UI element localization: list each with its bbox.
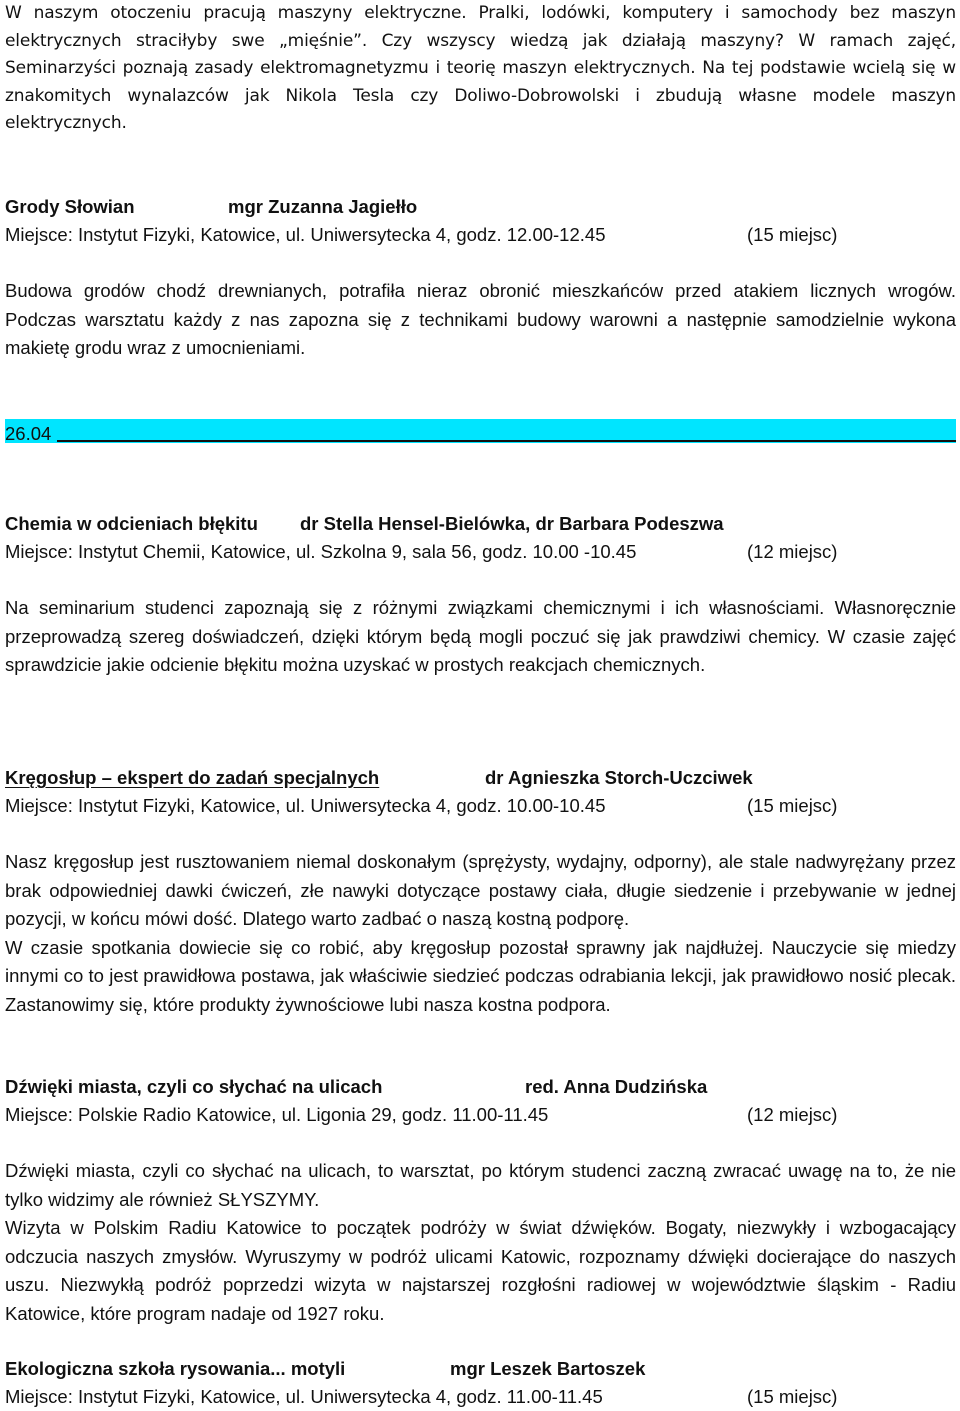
workshop-place: Miejsce: Instytut Fizyki, Katowice, ul. Uniwersytecka 4, godz. 12.00-12.45 (5, 224, 606, 245)
workshop-chemia (5, 510, 956, 680)
workshop-seats: (15 miejsc) (747, 795, 838, 816)
workshop-place: Miejsce: Instytut Chemii, Katowice, ul. Szkolna 9, sala 56, godz. 10.00 -10.45 (5, 541, 637, 562)
workshop-grody-slowian (5, 193, 956, 363)
workshop-description-2: W czasie spotkania dowiecie się co robić, aby kręgosłup pozostał sprawny jak najdłużej. Nauczycie się miedzy innymi co to jest prawidłowa postawa, jak właściwie siedzieć podczas odrabiania lekcji, jak prawidłowo nosić plecak. Zastanowimy się, które produkty żywnościowe lubi nasza kostna podpora. (5, 936, 956, 1015)
workshop-seats: (15 miejsc) (747, 1386, 838, 1407)
intro-paragraph: W naszym otoczeniu pracują maszyny elektryczne. Pralki, lodówki, komputery i samochody bez maszyn elektrycznych straciłyby swe „mięśnie”. Czy wszyscy wiedzą jak działają maszyny? W ramach zajęć, Seminarzyści poznają zasady elektromagnetyzmu i teorię maszyn elektrycznych. Na tej podstawie wcielą się w znakomitych wynalazców jak Nikola Tesla czy Doliwo-Dobrowolski i zbudują własne modele maszyn elektrycznych. (5, 3, 956, 133)
workshop-place-row (5, 792, 956, 820)
workshop-teacher: dr Stella Hensel-Bielówka, dr Barbara Podeszwa (300, 513, 724, 534)
workshop-description: Na seminarium studenci zapoznają się z różnymi związkami chemicznymi i ich własnościami. Własnoręcznie przeprowadzą szereg doświadczeń, dzięki którym będą mogli poczuć się jak prawdziwi chemicy. W czasie zajęć sprawdzicie jakie odcienie błękitu można uzyskać w prostych reakcjach chemicznych. (5, 597, 956, 675)
date-heading: 26.04 (5, 423, 52, 444)
workshop-place: Miejsce: Polskie Radio Katowice, ul. Ligonia 29, godz. 11.00-11.45 (5, 1104, 549, 1125)
workshop-place-row (5, 1383, 956, 1411)
workshop-title-row (5, 1355, 956, 1383)
workshop-description: Nasz kręgosłup jest rusztowaniem niemal doskonałym (sprężysty, wydajny, odporny), ale stale nadwyrężany przez brak odpowiedniej dawki ćwiczeń, złe nawyki dotyczące postawy ciała, długie siedzenie i przebywanie w jednej pozycji, w końcu mówi dość. Dlatego warto zadbać o naszą kostną podporę. (5, 851, 956, 929)
workshop-place-row (5, 1101, 956, 1129)
workshop-title: Dźwięki miasta, czyli co słychać na ulicach (5, 1076, 383, 1097)
workshop-place-row (5, 538, 956, 566)
workshop-description: Budowa grodów chodź drewnianych, potrafiła nieraz obronić mieszkańców przed atakiem licznych wrogów. Podczas warsztatu każdy z nas zapozna się z technikami budowy warowni a następnie samodzielnie wykona makietę grodu wraz z umocnieniami. (5, 280, 956, 358)
workshop-title-row (5, 764, 956, 792)
workshop-teacher: dr Agnieszka Storch-Uczciwek (485, 767, 753, 788)
workshop-place-row (5, 221, 956, 249)
workshop-seats: (15 miejsc) (747, 224, 838, 245)
workshop-title: Ekologiczna szkoła rysowania... motyli (5, 1358, 346, 1379)
workshop-teacher: mgr Leszek Bartoszek (450, 1358, 646, 1379)
workshop-seats: (12 miejsc) (747, 1104, 838, 1125)
workshop-title: Chemia w odcieniach błękitu (5, 513, 258, 534)
workshop-title: Grody Słowian (5, 196, 135, 217)
workshop-dzwieki-miasta (5, 1073, 956, 1328)
workshop-teacher: mgr Zuzanna Jagiełło (228, 196, 418, 217)
workshop-description: Dźwięki miasta, czyli co słychać na ulicach, to warsztat, po którym studenci zaczną zwracać uwagę na to, że nie tylko widzimy ale również SŁYSZYMY. (5, 1160, 956, 1210)
workshop-title-row (5, 193, 956, 221)
workshop-title: Kręgosłup – ekspert do zadań specjalnych (5, 767, 380, 788)
date-underline (57, 440, 956, 442)
workshop-kregoslup (5, 764, 956, 1019)
workshop-title-row (5, 1073, 956, 1101)
workshop-seats: (12 miejsc) (747, 541, 838, 562)
workshop-ekologiczna-szkola (5, 1355, 956, 1411)
workshop-teacher: red. Anna Dudzińska (525, 1076, 708, 1097)
workshop-place: Miejsce: Instytut Fizyki, Katowice, ul. Uniwersytecka 4, godz. 10.00-10.45 (5, 795, 606, 816)
workshop-description-2: Wizyta w Polskim Radiu Katowice to początek podróży w świat dźwięków. Bogaty, niezwykły i wzbogacający odczucia naszych zmysłów. Wyruszymy w podróż ulicami Katowic, rozpoznamy dźwięki docierające do naszych uszu. Niezwykłą podróż poprzedzi wizyta w najstarszej rozgłośni radiowej w województwie śląskim - Radiu Katowice, które program nadaje od 1927 roku. (5, 1217, 956, 1324)
workshop-title-row (5, 510, 956, 538)
date-heading-bar (5, 419, 956, 443)
workshop-place: Miejsce: Instytut Fizyki, Katowice, ul. Uniwersytecka 4, godz. 11.00-11.45 (5, 1386, 603, 1407)
